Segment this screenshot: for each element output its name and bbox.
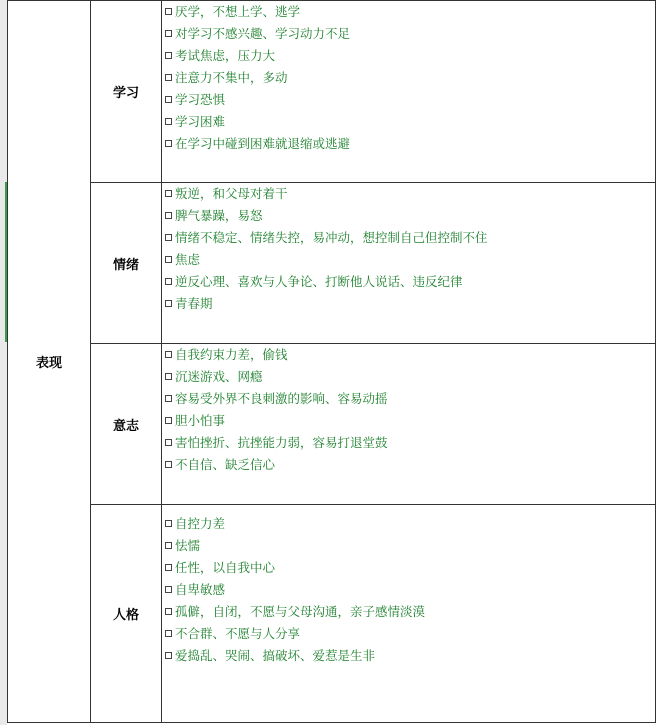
checkbox-icon (165, 278, 172, 285)
checkbox-icon (165, 373, 172, 380)
list-item (165, 557, 655, 579)
checkbox-icon (165, 190, 172, 197)
item-text: 逆反心理、喜欢与人争论、打断他人说话、违反纪律 (175, 274, 463, 289)
table-row (8, 505, 656, 723)
checkbox-icon (165, 395, 172, 402)
row-header-strip (0, 0, 7, 725)
item-text: 不合群、不愿与人分享 (175, 626, 301, 641)
list-item (165, 579, 655, 601)
item-text: 对学习不感兴趣、学习动力不足 (175, 26, 351, 41)
checkbox-icon (165, 256, 172, 263)
checkbox-icon (165, 461, 172, 468)
item-text: 焦虑 (175, 252, 201, 267)
section-items-cell (162, 344, 656, 505)
table-row (8, 1, 656, 183)
item-text: 胆小怕事 (175, 413, 226, 428)
item-text: 青春期 (175, 296, 213, 311)
list-item (165, 366, 655, 388)
checkbox-icon (165, 564, 172, 571)
section-items-cell (162, 505, 656, 723)
item-list (162, 513, 655, 667)
list-item (165, 133, 655, 155)
checkbox-icon (165, 300, 172, 307)
list-item (165, 432, 655, 454)
checkbox-icon (165, 417, 172, 424)
item-text: 学习恐惧 (175, 92, 226, 107)
list-item (165, 645, 655, 667)
checkbox-icon (165, 586, 172, 593)
section-items-cell (162, 1, 656, 183)
item-text: 脾气暴躁，易怒 (175, 208, 263, 223)
item-text: 注意力不集中，多动 (175, 70, 288, 85)
checkbox-icon (165, 74, 172, 81)
list-item (165, 23, 655, 45)
list-item (165, 454, 655, 476)
checkbox-icon (165, 140, 172, 147)
list-item (165, 67, 655, 89)
section-title-emotion: 情绪 (91, 183, 162, 344)
item-text: 任性，以自我中心 (175, 560, 276, 575)
list-item (165, 388, 655, 410)
item-list (162, 1, 655, 155)
category-cell: 表现 (8, 1, 91, 723)
item-text: 自卑敏感 (175, 582, 226, 597)
checkbox-icon (165, 439, 172, 446)
list-item (165, 111, 655, 133)
list-item (165, 183, 655, 205)
table-row (8, 344, 656, 505)
checkbox-icon (165, 212, 172, 219)
list-item (165, 410, 655, 432)
item-text: 考试焦虑，压力大 (175, 48, 276, 63)
checkbox-icon (165, 234, 172, 241)
checkbox-icon (165, 630, 172, 637)
list-item (165, 1, 655, 23)
checkbox-icon (165, 608, 172, 615)
item-list (162, 183, 655, 315)
list-item (165, 205, 655, 227)
item-text: 怯懦 (175, 538, 201, 553)
checkbox-icon (165, 8, 172, 15)
list-item (165, 227, 655, 249)
list-item (165, 513, 655, 535)
section-title-learning: 学习 (91, 1, 162, 183)
checkbox-icon (165, 652, 172, 659)
section-title-willpower: 意志 (91, 344, 162, 505)
list-item (165, 89, 655, 111)
section-items-cell (162, 183, 656, 344)
item-text: 不自信、缺乏信心 (175, 457, 276, 472)
checkbox-icon (165, 542, 172, 549)
item-text: 在学习中碰到困难就退缩或逃避 (175, 136, 351, 151)
item-text: 害怕挫折、抗挫能力弱，容易打退堂鼓 (175, 435, 388, 450)
checkbox-icon (165, 520, 172, 527)
item-text: 自控力差 (175, 516, 226, 531)
checkbox-icon (165, 118, 172, 125)
item-text: 爱捣乱、哭闹、搞破坏、爱惹是生非 (175, 648, 376, 663)
list-item (165, 293, 655, 315)
checkbox-icon (165, 351, 172, 358)
checkbox-icon (165, 30, 172, 37)
item-text: 情绪不稳定、情绪失控，易冲动，想控制自己但控制不住 (175, 230, 488, 245)
item-text: 容易受外界不良刺激的影响、容易动摇 (175, 391, 388, 406)
item-text: 叛逆，和父母对着干 (175, 186, 288, 201)
list-item (165, 45, 655, 67)
checkbox-icon (165, 52, 172, 59)
list-item (165, 623, 655, 645)
item-text: 自我约束力差，偷钱 (175, 347, 288, 362)
checkbox-icon (165, 96, 172, 103)
behavior-table (7, 0, 656, 723)
list-item (165, 271, 655, 293)
list-item (165, 601, 655, 623)
item-text: 孤僻，自闭，不愿与父母沟通，亲子感情淡漠 (175, 604, 426, 619)
item-list (162, 344, 655, 476)
table-row (8, 183, 656, 344)
list-item (165, 249, 655, 271)
list-item (165, 344, 655, 366)
item-text: 沉迷游戏、网瘾 (175, 369, 263, 384)
item-text: 学习困难 (175, 114, 226, 129)
item-text: 厌学，不想上学、逃学 (175, 4, 301, 19)
section-title-personality: 人格 (91, 505, 162, 723)
list-item (165, 535, 655, 557)
